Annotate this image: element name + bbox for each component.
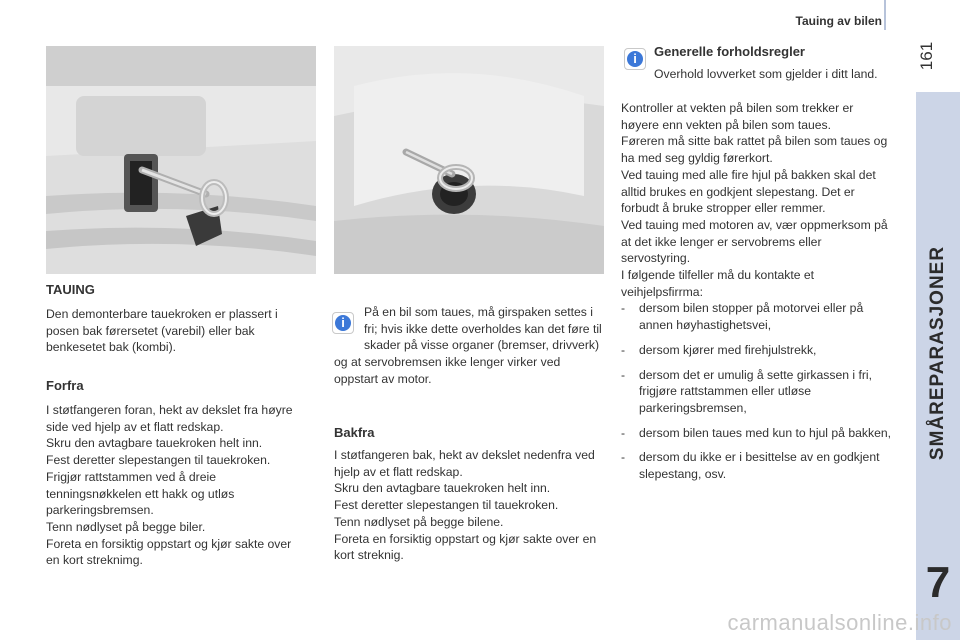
rear-tow-hook-photo — [334, 46, 604, 274]
info-icon-glyph: i — [335, 315, 351, 331]
general-lead: Overhold lovverket som gjelder i ditt land. — [654, 67, 878, 81]
front-instructions — [46, 402, 304, 569]
precaution-line: I følgende tilfeller må du kontakte et veihjelpsfirrma: — [621, 268, 815, 299]
precaution-line: Ved tauing med motoren av, vær oppmerksom på at det ikke lenger er servobrems eller servostyring. — [621, 217, 888, 266]
rear-line: Foreta en forsiktig oppstart og kjør sakte over en kort streknig. — [334, 531, 597, 563]
neutral-gear-note-text: På en bil som taues, må girspaken settes i fri; hvis ikke dette overholdes kan det føre til skader på visse organer (bremser, drivverk) og at servobremsen ikke lenger virker ved oppstart av motor. — [334, 305, 602, 386]
section-heading-towing: TAUING — [46, 282, 95, 297]
rear-line: Fest deretter slepestangen til tauekroken. — [334, 498, 559, 513]
front-line: Foreta en forsiktig oppstart og kjør sakte over en kort streknimg. — [46, 536, 292, 568]
header-divider — [884, 0, 886, 30]
rear-instructions — [334, 447, 602, 564]
info-icon — [624, 48, 646, 70]
precaution-line: Føreren må sitte bak rattet på bilen som taues og ha med seg gyldig førerkort. — [621, 134, 888, 166]
precaution-line: Ved tauing med alle fire hjul på bakken skal det alltid brukes en godkjent slepestang. Det er forbudt å bruke stropper eller remmer. — [621, 167, 876, 216]
list-item: - dersom du ikke er i besittelse av en godkjent slepestang, osv. — [621, 449, 893, 482]
front-line: Skru den avtagbare tauekroken helt inn. — [46, 436, 263, 451]
roadside-assistance-list — [621, 300, 893, 482]
list-item: - dersom det er umulig å sette girkassen i fri, frigjøre rattstammen eller utløse parkeringsbremsen, — [621, 367, 893, 417]
section-heading-general-precautions: Generelle forholdsregler — [654, 44, 805, 59]
chapter-number: 7 — [925, 558, 951, 607]
subheading-rear: Bakfra — [334, 425, 375, 440]
rear-line: Skru den avtagbare tauekroken helt inn. — [334, 481, 551, 496]
front-line: Frigjør rattstammen ved å dreie tenningsnøkkelen ett hakk og utløs parkeringsbremsen. — [46, 469, 235, 518]
towing-intro: Den demonterbare tauekroken er plassert i posen bak førersetet (varebil) eller bak benkesetet bak (kombi). — [46, 307, 278, 355]
front-tow-hook-photo — [46, 46, 316, 274]
general-precautions — [621, 100, 893, 491]
running-header: Tauing av bilen — [795, 14, 882, 28]
chapter-title-text: SMÅREPARASJONER — [927, 245, 948, 461]
info-icon-glyph: i — [627, 51, 643, 67]
list-item: - dersom bilen stopper på motorvei eller på annen høyhastighetsvei, — [621, 300, 893, 333]
precaution-line: Kontroller at vekten på bilen som trekker er høyere enn vekten på bilen som taues. — [621, 101, 854, 132]
front-line: Tenn nødlyset på begge biler. — [46, 519, 206, 534]
rear-line: I støtfangeren bak, hekt av dekslet nedenfra ved hjelp av et flatt redskap. — [334, 448, 595, 479]
front-line: Fest deretter slepestangen til tauekroken. — [46, 453, 271, 468]
watermark: carmanualsonline.info — [727, 610, 952, 635]
list-item: - dersom bilen taues med kun to hjul på bakken, — [621, 425, 893, 442]
rear-line: Tenn nødlyset på begge bilene. — [334, 514, 504, 529]
chapter-title — [916, 92, 960, 552]
page-number: 161 — [917, 41, 936, 71]
list-item: - dersom kjører med firehjulstrekk, — [621, 342, 893, 359]
front-line: I støtfangeren foran, hekt av dekslet fra høyre side ved hjelp av et flatt redskap. — [46, 403, 293, 434]
icon-spacer — [334, 304, 364, 354]
neutral-gear-note — [334, 304, 602, 388]
subheading-front: Forfra — [46, 378, 84, 393]
